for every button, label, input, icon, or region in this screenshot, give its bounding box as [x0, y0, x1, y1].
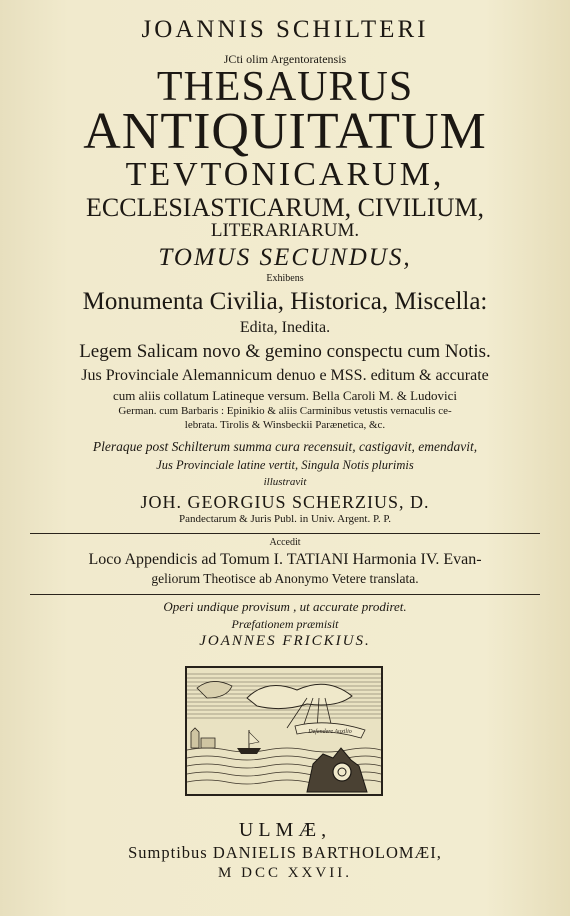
- vignette-motto: Defendere Auxilio: [308, 729, 352, 735]
- editor-subtitle: Pandectarum & Juris Publ. in Univ. Argent. P. P.: [178, 513, 392, 525]
- imprint-place: ULMÆ,: [238, 819, 332, 841]
- vignette-illustration: [187, 668, 381, 794]
- divider-rule-2: [30, 594, 540, 595]
- volume-title: TOMUS SECUNDUS,: [158, 244, 412, 271]
- monumenta-line: Monumenta Civilia, Historica, Miscella:: [82, 288, 488, 315]
- title-ecclesiasticarum: ECCLESIASTICARUM, CIVILIUM,: [86, 193, 484, 222]
- legem-line: Legem Salicam novo & gemino conspectu cum Notis.: [79, 341, 491, 362]
- imprint-year: M DCC XXVII.: [218, 865, 352, 881]
- operi-line: Operi undique provisum , ut accurate prodiret.: [163, 599, 407, 614]
- title-literariarum: LITERARIARUM.: [210, 220, 360, 241]
- edita-line: Edita, Inedita.: [239, 319, 331, 336]
- accedit-label: Accedit: [269, 537, 301, 548]
- jus-line-1: Jus Provinciale Alemannicum denuo e MSS. editum & accurate: [81, 367, 489, 384]
- pleraque-line-2: Jus Provinciale latine vertit, Singula Notis plurimis: [156, 458, 414, 472]
- jus-line-3: German. cum Barbaris : Epinikio & aliis Carminibus vetustis vernaculis ce-: [118, 405, 452, 417]
- jus-line-4: lebrata. Tirolis & Winsbeckii Parænetica, &c.: [184, 419, 386, 431]
- printers-device-vignette: [185, 666, 383, 796]
- title-antiquitatum: ANTIQUITATUM: [83, 103, 487, 160]
- pleraque-line-1: Pleraque post Schilterum summa cura recensuit, castigavit, emendavit,: [92, 439, 478, 454]
- author-name: JOANNIS SCHILTERI: [141, 16, 429, 43]
- author-subtitle: JCti olim Argentoratensis: [223, 52, 347, 66]
- divider-rule-1: [30, 533, 540, 534]
- loco-line-1: Loco Appendicis ad Tomum I. TATIANI Harmonia IV. Evan-: [88, 551, 482, 568]
- exhibens-label: Exhibens: [266, 273, 304, 284]
- praefationem-line: Præfationem præmisit: [231, 617, 339, 631]
- frickius-line: JOANNES FRICKIUS.: [199, 633, 371, 649]
- illustravit-label: illustravit: [263, 476, 307, 488]
- imprint-publisher: Sumptibus DANIELIS BARTHOLOMÆI,: [128, 843, 442, 862]
- editor-name: JOH. GEORGIUS SCHERZIUS, D.: [140, 492, 430, 512]
- title-teutonicarum: TEVTONICARUM,: [125, 156, 445, 193]
- title-thesaurus: THESAURUS: [156, 64, 414, 110]
- loco-line-2: geliorum Theotisce ab Anonymo Vetere translata.: [151, 571, 419, 586]
- jus-line-2: cum aliis collatum Latineque versum. Bella Caroli M. & Ludovici: [112, 388, 458, 403]
